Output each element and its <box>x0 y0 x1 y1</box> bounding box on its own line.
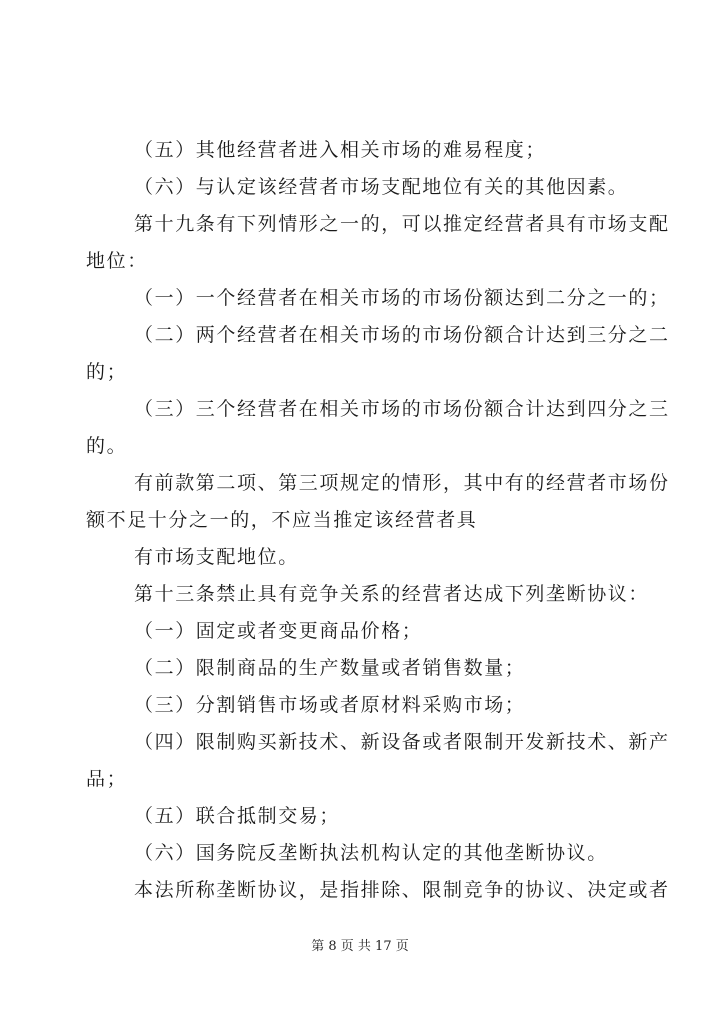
text-line: 有前款第二项、第三项规定的情形，其中有的经营者市场份 <box>134 472 670 494</box>
text-line: （六）与认定该经营者市场支配地位有关的其他因素。 <box>134 176 629 198</box>
text-line: 地位： <box>86 250 148 272</box>
text-line: （三）分割销售市场或者原材料采购市场； <box>134 694 526 716</box>
text-line: （二）限制商品的生产数量或者销售数量； <box>134 657 526 679</box>
text-line: （一）一个经营者在相关市场的市场份额达到二分之一的； <box>134 287 670 309</box>
text-line: （六）国务院反垄断执法机构认定的其他垄断协议。 <box>134 842 608 864</box>
text-line: （四）限制购买新技术、新设备或者限制开发新技术、新产 <box>134 731 670 753</box>
text-line: （一）固定或者变更商品价格； <box>134 620 423 642</box>
text-line: （二）两个经营者在相关市场的市场份额合计达到三分之二 <box>134 324 670 346</box>
text-line: （三）三个经营者在相关市场的市场份额合计达到四分之三 <box>134 398 670 420</box>
text-line: （五）联合抵制交易； <box>134 805 341 827</box>
text-line: 第十三条禁止具有竞争关系的经营者达成下列垄断协议： <box>134 583 650 605</box>
page-number-footer: 第 8 页 共 17 页 <box>311 939 409 954</box>
text-line: 额不足十分之一的，不应当推定该经营者具 <box>86 509 478 531</box>
text-line: （五）其他经营者进入相关市场的难易程度； <box>134 139 547 161</box>
text-line: 的。 <box>86 435 128 457</box>
text-line: 的； <box>86 361 128 383</box>
text-line: 有市场支配地位。 <box>134 546 299 568</box>
text-line: 第十九条有下列情形之一的，可以推定经营者具有市场支配 <box>134 213 670 235</box>
text-line: 品； <box>86 768 128 790</box>
text-line: 本法所称垄断协议，是指排除、限制竞争的协议、决定或者 <box>134 879 670 901</box>
